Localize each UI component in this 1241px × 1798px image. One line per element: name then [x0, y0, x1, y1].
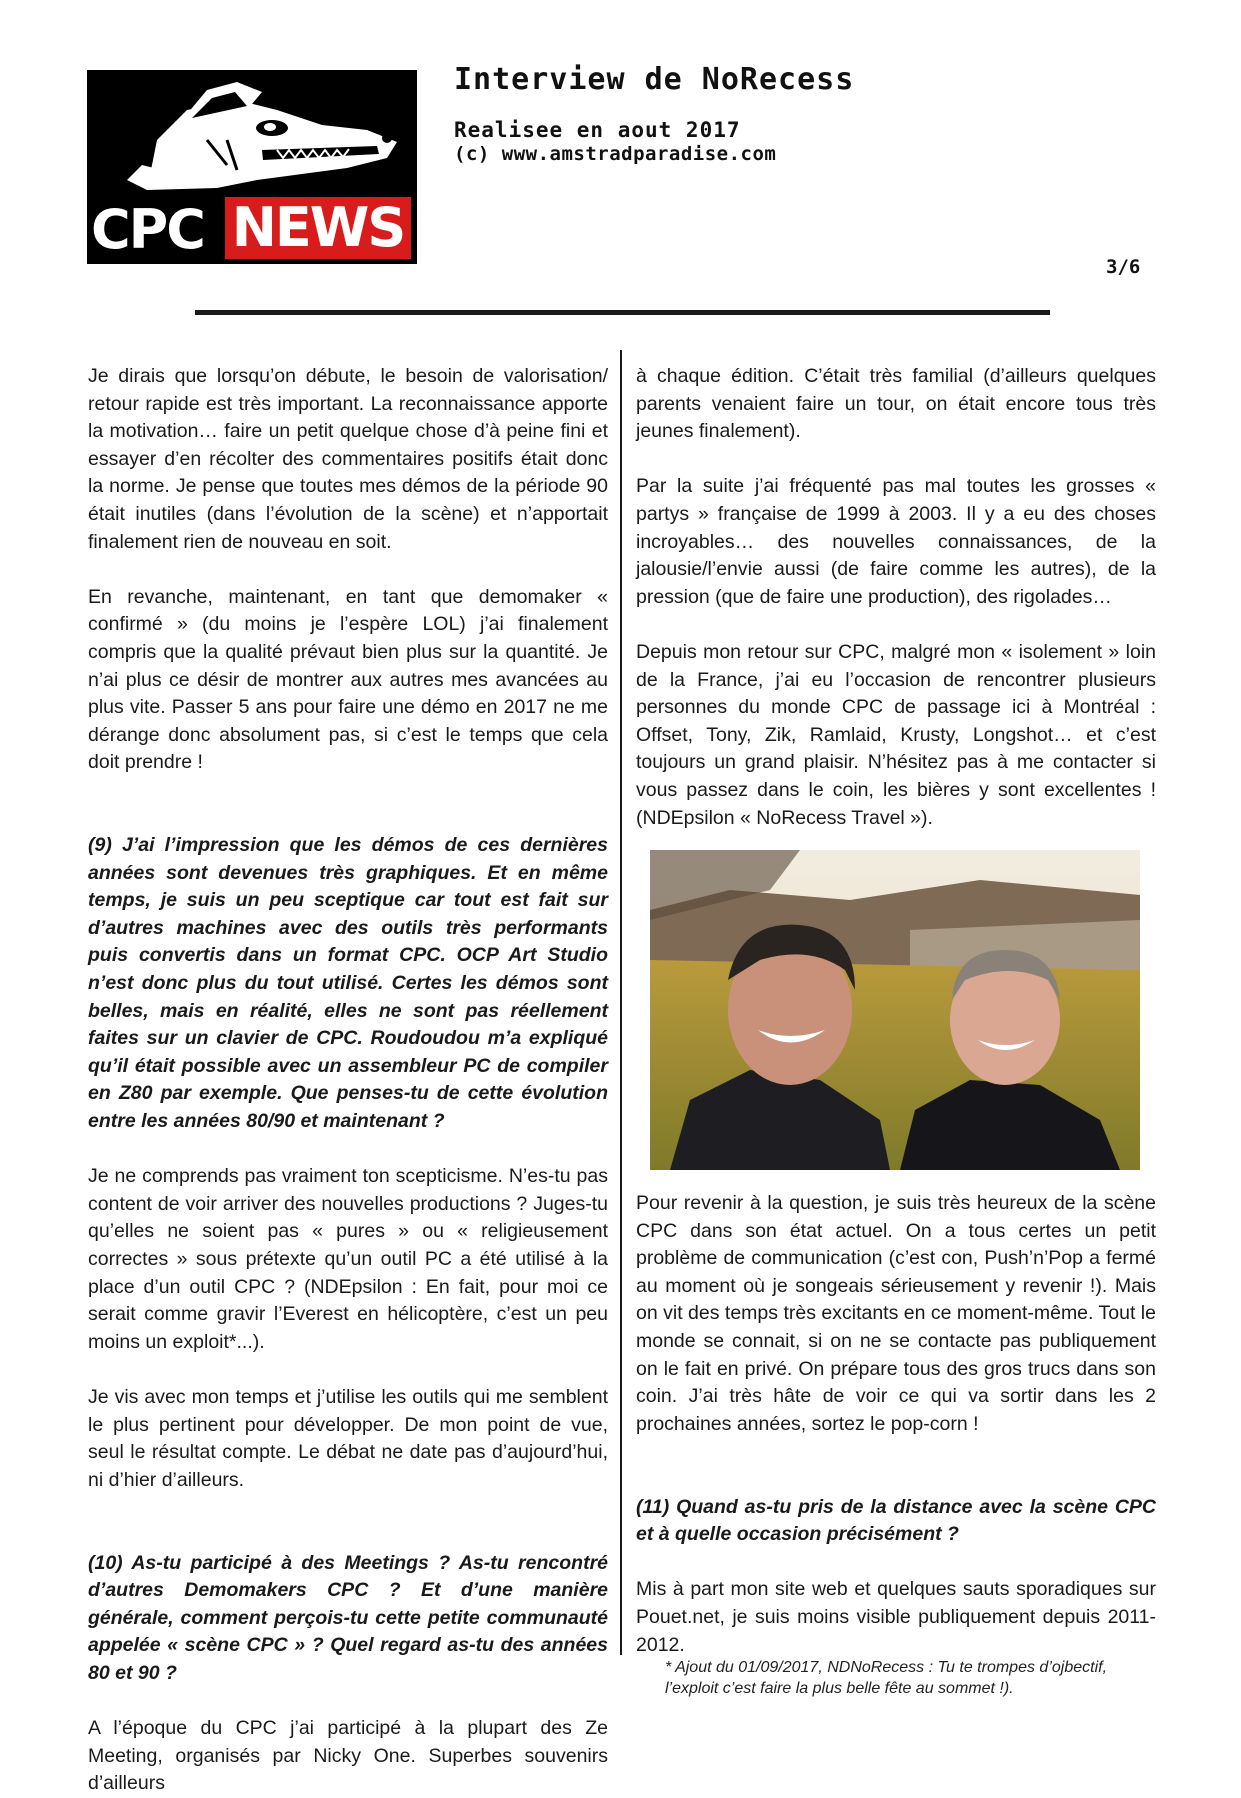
logo-news-text: NEWS [225, 197, 411, 259]
logo-cpc-text: CPC [91, 198, 204, 261]
paragraph: Je vis avec mon temps et j’utilise les outils qui me semblent le plus pertinent pour développer. De mon point de vue, seul le résultat compte. Le débat ne date pas d’aujourd’hui, ni d’hier d’ailleurs. [88, 1385, 608, 1491]
paragraph: A l’époque du CPC j’ai participé à la plupart des Ze Meeting, organisés par Nicky One. Superbes souvenirs d’ailleurs [88, 1717, 608, 1795]
interview-question-10: (10) As-tu participé à des Meetings ? As-tu rencontré d’autres Demomakers CPC ? Et d’une manière générale, comment perçois-tu cette petite communauté appelée « scène CPC » ? Quel regard as-tu des années 80 et 90 ? [88, 1551, 608, 1684]
paragraph: En revanche, maintenant, en tant que demomaker « confirmé » (du moins je l’espère LOL) j’ai finalement compris que la qualité prévaut bien plus sur la quantité. Je n’ai plus ce désir de montrer aux autres mes avancées au plus vite. Passer 5 ans pour faire une démo en 2017 ne me dérange donc absolument pas, si c’est le temps que cela doit prendre ! [88, 585, 608, 774]
header-divider [195, 310, 1050, 315]
paragraph: Je dirais que lorsqu’on débute, le besoin de valorisation/ retour rapide est très important. La reconnaissance apporte la motivation… faire un petit quelque chose d’à peine fini et essayer d’en récolter des commentaires positifs était donc la norme. Je pense que toutes mes démos de la période 90 était inutiles (dans l’évolution de la scène) et n’apportait finalement rien de nouveau en soit. [88, 365, 608, 553]
rat-mascot-icon [87, 70, 417, 200]
document-title: Interview de NoRecess [454, 62, 855, 97]
page-number: 3/6 [1106, 256, 1141, 278]
right-column [636, 363, 1156, 1659]
document-subtitle-copyright: (c) www.amstradparadise.com [454, 143, 777, 165]
paragraph: Mis à part mon site web et quelques sauts sporadiques sur Pouet.net, je suis moins visible publiquement depuis 2011-2012. [636, 1578, 1156, 1656]
column-divider [620, 350, 622, 1655]
footnote: * Ajout du 01/09/2017, NDNoRecess : Tu te trompes d’ojbectif, l’exploit c’est faire la plus belle fête au sommet !). [665, 1659, 1108, 1697]
interview-question-11: (11) Quand as-tu pris de la distance avec la scène CPC et à quelle occasion précisément ? [636, 1495, 1156, 1546]
document-subtitle-date: Realisee en aout 2017 [454, 118, 741, 142]
left-column [88, 363, 608, 1798]
paragraph: à chaque édition. C’était très familial (d’ailleurs quelques parents venaient faire un tour, on était encore tous très jeunes finalement). [636, 365, 1156, 443]
paragraph: Pour revenir à la question, je suis très heureux de la scène CPC dans son état actuel. On a tous certes un petit problème de communication (c’est con, Push’n’Pop a fermé au moment où je songeais sérieusement y revenir !). Mais on vit des temps très excitants en ce moment-même. Tout le monde se connait, si on ne se contacte pas publiquement on le fait en privé. On prépare tous des gros trucs dans son coin. J’ai très hâte de voir ce qui va sortir dans les 2 prochaines années, sortez le pop-corn ! [636, 1192, 1156, 1435]
cpc-news-logo [87, 70, 417, 264]
photo-two-men-selfie [650, 850, 1140, 1170]
paragraph: Depuis mon retour sur CPC, malgré mon « isolement » loin de la France, j’ai eu l’occasion de rencontrer plusieurs personnes du monde CPC de passage ici à Montréal : Offset, Tony, Zik, Ramlaid, Krusty, Longshot… et c’est toujours un grand plaisir. N’hésitez pas à me contacter si vous passez dans le coin, les bières y sont excellentes ! (NDEpsilon « NoRecess Travel »). [636, 640, 1156, 829]
interview-question-9: (9) J’ai l’impression que les démos de ces dernières années sont devenues très graphiques. Et en même temps, je suis un peu sceptique car tout est fait sur d’autres machines avec des outils très performants puis convertis dans un format CPC. OCP Art Studio n’est donc plus du tout utilisé. Certes les démos sont belles, mais en réalité, elles ne sont pas réellement faites sur un clavier de CPC. Roudoudou m’a expliqué qu’il était possible avec un assembleur PC de compiler en Z80 par exemple. Que penses-tu de cette évolution entre les années 80/90 et maintenant ? [88, 834, 608, 1133]
paragraph: Je ne comprends pas vraiment ton scepticisme. N’es-tu pas content de voir arriver des nouvelles productions ? Juges-tu qu’elles ne soient pas « pures » ou « religieusement correctes » sous prétexte qu’un outil PC a été utilisé à la place d’un outil CPC ? (NDEpsilon : En fait, pour moi ce serait comme gravir l’Everest en hélicoptère, c’est un peu moins un exploit*...). [88, 1165, 608, 1353]
paragraph: Par la suite j’ai fréquenté pas mal toutes les grosses « partys » française de 1999 à 2003. Il y a eu des choses incroyables… des nouvelles connaissances, de la jalousie/l’envie aussi (de faire comme les autres), de la pression (que de faire une production), des rigolades… [636, 475, 1156, 608]
